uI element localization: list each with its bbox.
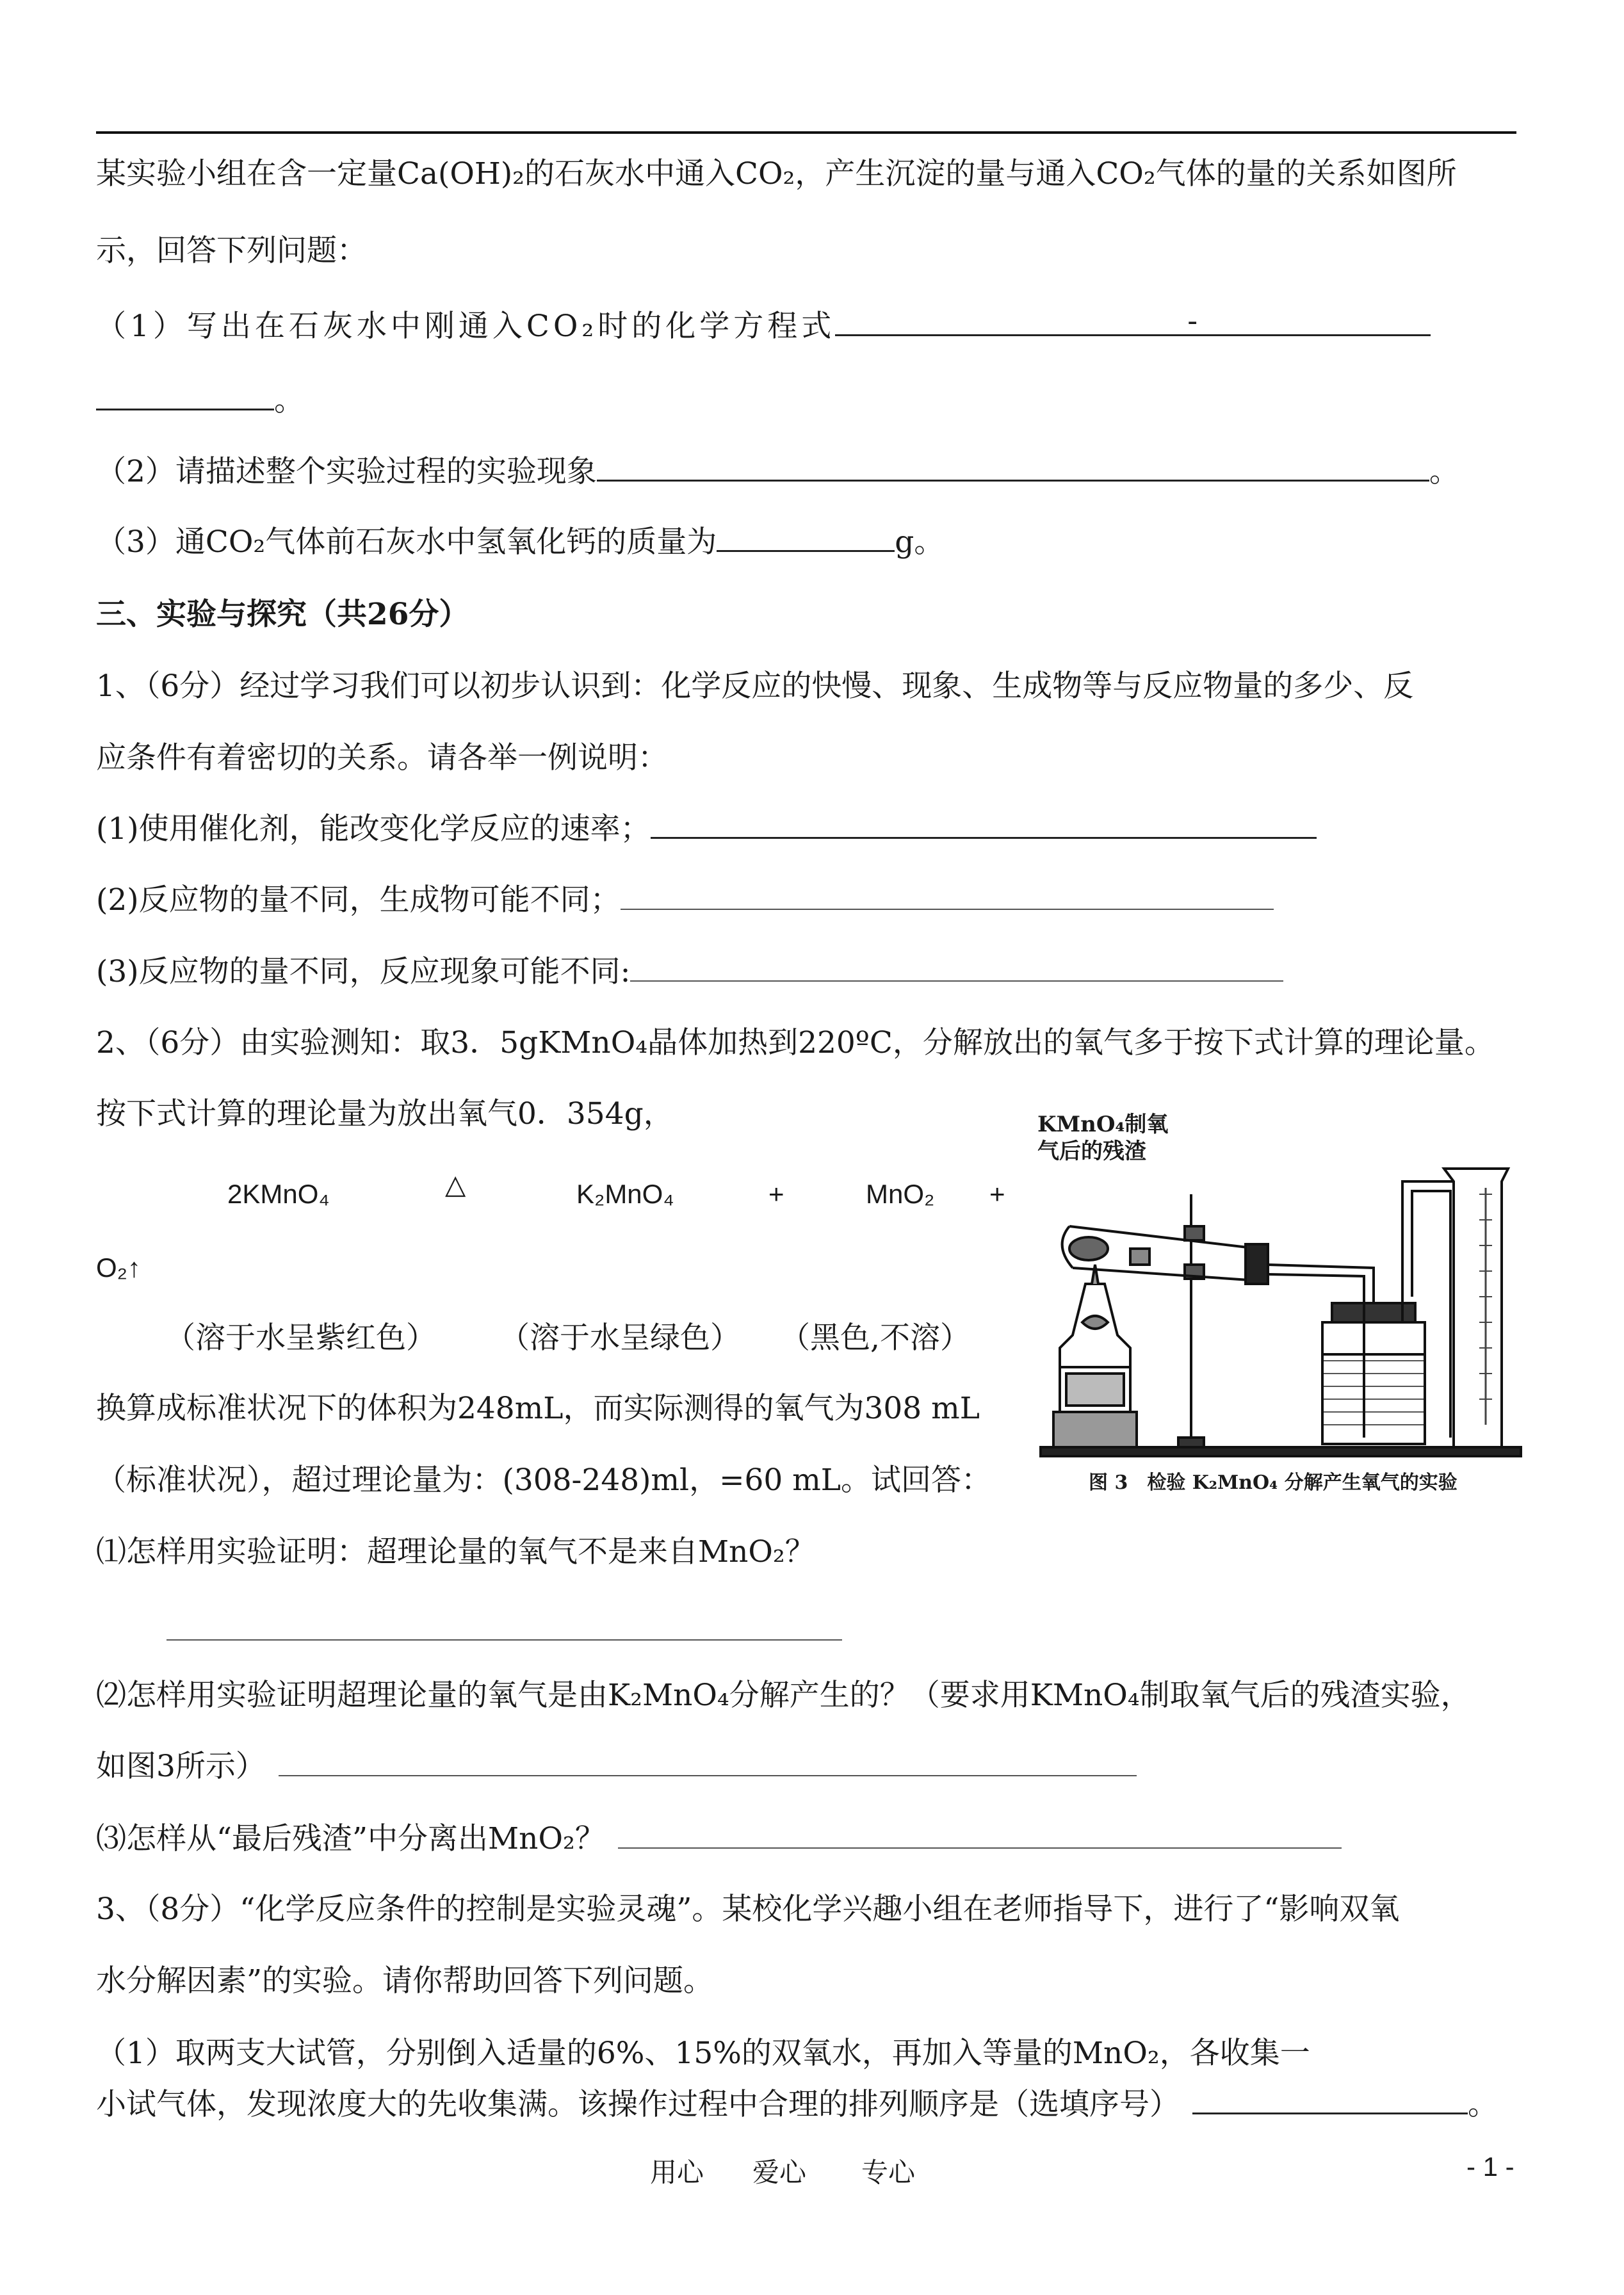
section-title: 三、实验与探究（共26分） — [96, 597, 469, 632]
delivery-tube — [1268, 1265, 1374, 1303]
heat-symbol: △ — [445, 1169, 466, 1199]
footer-slogan-3: 专心 — [861, 2157, 916, 2188]
answer-blank-1b[interactable] — [1194, 309, 1431, 336]
residue-label-line-2: 气后的残渣 — [1037, 1139, 1146, 1164]
equation-product-3: O₂↑ — [96, 1253, 141, 1283]
question-3-text: （3）通CO₂气体前石灰水中氢氧化钙的质量为 — [96, 524, 717, 560]
answer-blank-p1-2[interactable] — [621, 883, 1274, 910]
collection-bottle — [1322, 1297, 1425, 1444]
question-2 — [96, 451, 1459, 492]
note-purple: （溶于水呈紫红色） — [165, 1320, 436, 1356]
question-2-end: 。 — [1429, 454, 1459, 489]
problem-1-item-2 — [96, 880, 1274, 921]
alcohol-lamp — [1053, 1265, 1137, 1447]
answer-blank-p1-3[interactable] — [630, 955, 1283, 982]
question-2-text: （2）请描述整个实验过程的实验现象 — [96, 454, 597, 489]
apparatus-drawing — [1034, 1130, 1527, 1463]
footer-slogan-2: 爱心 — [752, 2157, 807, 2188]
sub-question-2-cont — [96, 1746, 1137, 1787]
sub-question-1: ⑴怎样用实验证明：超理论量的氧气不是来自MnO₂？ — [96, 1534, 815, 1569]
page-number: - 1 - — [1466, 2152, 1514, 2182]
problem-1-item-2-text: (2)反应物的量不同，生成物可能不同； — [96, 882, 621, 918]
answer-blank-1c[interactable] — [96, 383, 274, 410]
footer-slogan-1: 用心 — [650, 2157, 704, 2188]
sub-question-2-cont-text: 如图3所示） — [96, 1749, 266, 1784]
base-board — [1041, 1447, 1521, 1456]
plus-sign-1: + — [768, 1179, 784, 1209]
problem-3-line-4-text: 小试气体，发现浓度大的先收集满。该操作过程中合理的排列顺序是（选填序号） — [96, 2087, 1180, 2122]
equation-product-1: K₂MnO₄ — [576, 1179, 674, 1209]
answer-blank-p1-1[interactable] — [651, 811, 1317, 839]
problem-3-line-4 — [96, 2084, 1498, 2125]
answer-blank-p3[interactable] — [1192, 2087, 1468, 2114]
sub-question-3-text: ⑶怎样从“最后残渣”中分离出MnO₂？ — [96, 1821, 605, 1856]
question-3 — [96, 522, 944, 563]
question-1-text: （1）写出在石灰水中刚通入CO₂时的化学方程式 — [96, 309, 836, 344]
problem-1-item-1-text: (1)使用催化剂，能改变化学反应的速率； — [96, 811, 651, 847]
problem-1-item-3 — [96, 952, 1283, 993]
problem-3-end: 。 — [1468, 2087, 1498, 2122]
sub-question-3 — [96, 1819, 1342, 1860]
answer-blank-3[interactable] — [717, 524, 895, 552]
problem-2-line-1: 2、（6分）由实验测知：取3．5gKMnO₄晶体加热到220ºC，分解放出的氧气多于按下式计算的理论量。 — [96, 1025, 1495, 1060]
residue-label-line-1: KMnO₄制氧 — [1037, 1112, 1169, 1137]
problem-1-item-1 — [96, 809, 1317, 850]
figure-caption: 图 3 检验 K₂MnO₄ 分解产生氧气的实验 — [1089, 1472, 1458, 1494]
problem-3-line-1: 3、（8分）“化学反应条件的控制是实验灵魂”。某校化学兴趣小组在老师指导下，进行了“影响双氧 — [96, 1892, 1400, 1927]
intro-line-2: 示，回答下列问题： — [96, 233, 367, 268]
answer-blank-sq2[interactable] — [279, 1749, 1137, 1776]
problem-3-line-2: 水分解因素”的实验。请你帮助回答下列问题。 — [96, 1963, 714, 1999]
problem-2-volume: 换算成标准状况下的体积为248mL，而实际测得的氧气为308 mL — [96, 1391, 980, 1426]
equation-product-2: MnO₂ — [866, 1179, 935, 1209]
intro-line-1: 某实验小组在含一定量Ca(OH)₂的石灰水中通入CO₂，产生沉淀的量与通入CO₂气体的量的关系如图所 — [96, 156, 1457, 191]
residue-label — [1037, 1111, 1168, 1165]
problem-1-item-3-text: (3)反应物的量不同，反应现象可能不同: — [96, 954, 631, 989]
plus-sign-2: + — [989, 1179, 1005, 1209]
header-rule — [96, 131, 1516, 134]
equation-reactant: 2KMnO₄ — [227, 1179, 330, 1209]
question-1-end: 。 — [274, 383, 304, 418]
dash-mark: - — [1187, 304, 1202, 339]
question-1-cont — [96, 380, 304, 421]
problem-3-line-3: （1）取两支大试管，分别倒入适量的6%、15%的双氧水，再加入等量的MnO₂，各收集一 — [96, 2036, 1310, 2071]
measuring-cylinder — [1444, 1169, 1508, 1447]
question-3-end: g。 — [895, 524, 945, 560]
problem-1-line-2: 应条件有着密切的关系。请各举一例说明： — [96, 740, 668, 775]
note-black: （黑色,不溶） — [780, 1320, 970, 1356]
sub-question-2: ⑵怎样用实验证明超理论量的氧气是由K₂MnO₄分解产生的？（要求用KMnO₄制取氧气后的残渣实验， — [96, 1678, 1471, 1713]
answer-blank-1a[interactable] — [835, 304, 1202, 339]
question-1 — [96, 306, 1431, 347]
problem-2-excess: （标准状况），超过理论量为：(308-248)ml，=60 mL。试回答： — [96, 1463, 991, 1498]
sub-question-1-answer — [96, 1610, 842, 1651]
answer-blank-sq3[interactable] — [618, 1822, 1342, 1849]
note-green: （溶于水呈绿色） — [499, 1320, 740, 1356]
answer-blank-2[interactable] — [597, 454, 1429, 482]
problem-2-line-2: 按下式计算的理论量为放出氧气0．354g， — [96, 1096, 674, 1131]
answer-blank-sq1[interactable] — [166, 1614, 842, 1641]
problem-1-line-1: 1、（6分）经过学习我们可以初步认识到：化学反应的快慢、现象、生成物等与反应物量的多少、反 — [96, 669, 1414, 704]
